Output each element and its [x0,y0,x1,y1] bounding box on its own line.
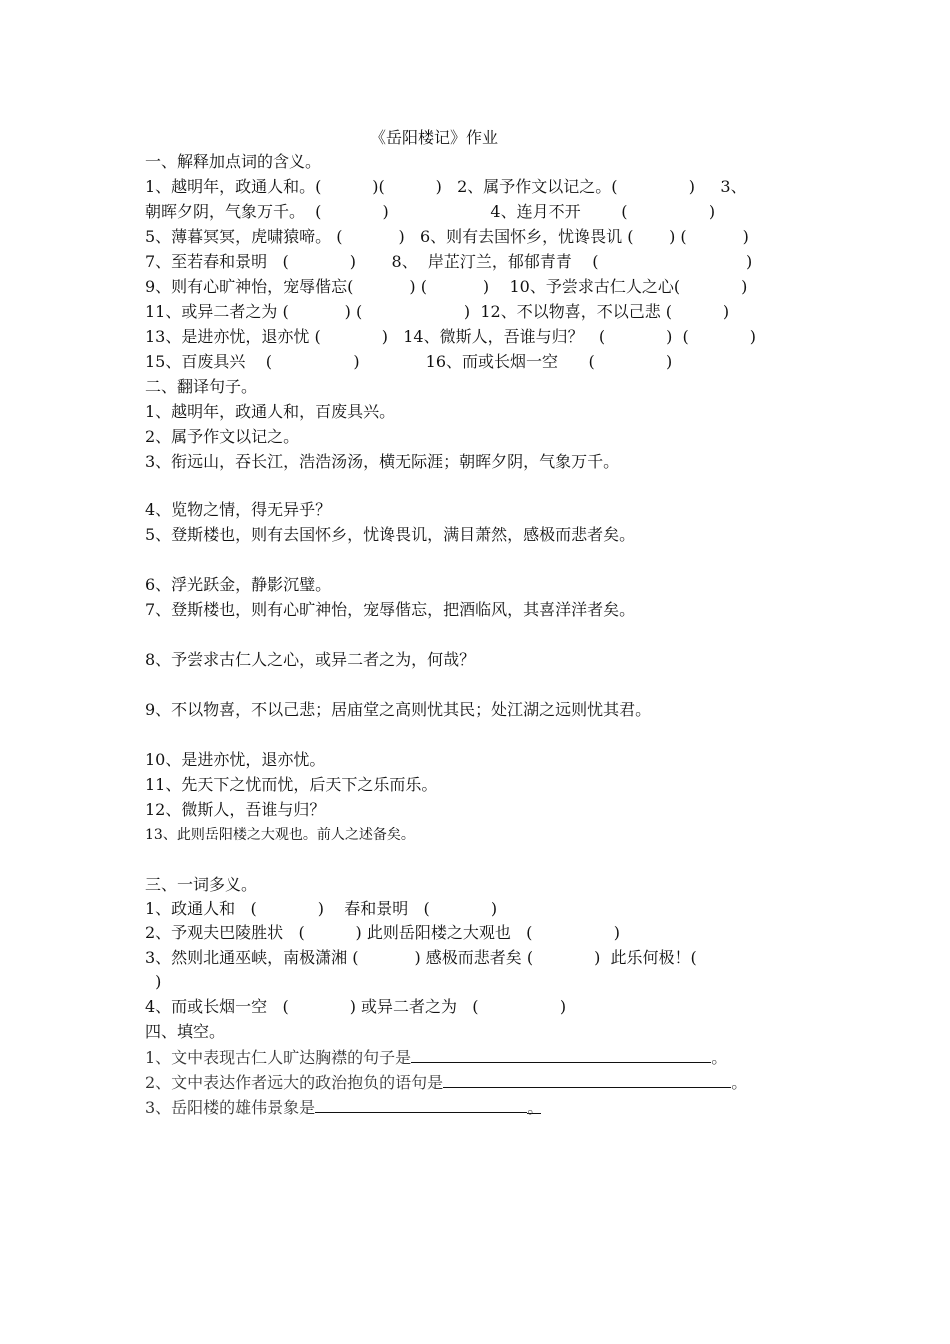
s3-line-4: 4、而或长烟一空 ( ) 或异二者之为 ( ) [145,997,567,1016]
fill-question-3-end: 。 [527,1098,544,1117]
s3-line-1: 1、政通人和 ( ) 春和景明 ( ) [145,899,498,918]
s2-line-5: 5、登斯楼也，则有去国怀乡，忧谗畏讥，满目萧然，感极而悲者矣。 [145,525,636,544]
s2-line-1: 1、越明年，政通人和，百废具兴。 [145,402,396,421]
fill-question-3 [145,1095,815,1119]
s3-line-2: 2、予观夫巴陵胜状 ( ) 此则岳阳楼之大观也 ( ) [145,923,620,942]
section-4-heading: 四、填空。 [145,1022,226,1041]
s2-line-10: 10、是进亦忧，退亦忧。 [145,750,326,769]
fill-question-1-text: 1、文中表现古仁人旷达胸襟的句子是 [145,1048,412,1067]
fill-question-2 [145,1070,815,1094]
s2-line-3: 3、衔远山，吞长江，浩浩汤汤，横无际涯；朝晖夕阴，气象万千。 [145,452,620,471]
s2-line-4: 4、览物之情，得无异乎？ [145,500,332,519]
s1-line-4: 7、至若春和景明 ( ) 8、 岸芷汀兰，郁郁青青 ( ) [145,252,753,271]
fill-question-3-text: 3、岳阳楼的雄伟景象是 [145,1098,316,1117]
answer-blank-2[interactable] [443,1070,731,1088]
fill-question-2-end: 。 [731,1073,748,1092]
s2-line-7: 7、登斯楼也，则有心旷神怡，宠辱偕忘，把酒临风，其喜洋洋者矣。 [145,600,636,619]
section-2-heading: 二、翻译句子。 [145,377,258,396]
s1-line-2: 朝晖夕阴，气象万千。 ( ) 4、连月不开 ( ) [145,202,716,221]
s1-line-6: 11、或异二者之为 ( ) ( ) 12、不以物喜，不以己悲 ( ) [145,302,730,321]
s2-line-12: 12、微斯人，吾谁与归？ [145,800,326,819]
s1-line-8: 15、百废具兴 ( ) 16、而或长烟一空 ( ) [145,352,673,371]
s2-line-11: 11、先天下之忧而忧，后天下之乐而乐。 [145,775,438,794]
section-1-heading: 一、解释加点词的含义。 [145,152,322,171]
s3-line-3-cont: ) [145,972,162,991]
s1-line-1: 1、越明年，政通人和。( )( ) 2、属予作文以记之。( ) 3、 [145,177,747,196]
section-3-heading: 三、一词多义。 [145,875,258,894]
s3-line-3: 3、然则北通巫峡，南极潇湘 ( ) 感极而悲者矣 ( ) 此乐何极！( [145,948,697,967]
answer-blank-3[interactable] [315,1095,527,1113]
s1-line-7: 13、是进亦忧，退亦忧 ( ) 14、微斯人，吾谁与归？ ( ) ( ) [145,327,757,346]
s1-line-5: 9、则有心旷神怡，宠辱偕忘( ) ( ) 10、予尝求古仁人之心( ) [145,277,748,296]
answer-blank-1[interactable] [411,1045,711,1063]
s2-line-2: 2、属予作文以记之。 [145,427,300,446]
fill-question-2-text: 2、文中表达作者远大的政治抱负的语句是 [145,1073,444,1092]
fill-question-1 [145,1045,815,1069]
s2-line-6: 6、浮光跃金，静影沉璧。 [145,575,332,594]
s2-line-8: 8、予尝求古仁人之心，或异二者之为，何哉？ [145,650,476,669]
s2-line-13: 13、此则岳阳楼之大观也。前人之述备矣。 [145,827,415,843]
s2-line-9: 9、不以物喜，不以己悲；居庙堂之高则忧其民；处江湖之远则忧其君。 [145,700,652,719]
fill-question-1-end: 。 [711,1048,728,1067]
page-title: 《岳阳楼记》作业 [370,128,499,147]
s1-line-3: 5、薄暮冥冥，虎啸猿啼。 ( ) 6、则有去国怀乡，忧谗畏讥 ( ) ( ) [145,227,749,246]
